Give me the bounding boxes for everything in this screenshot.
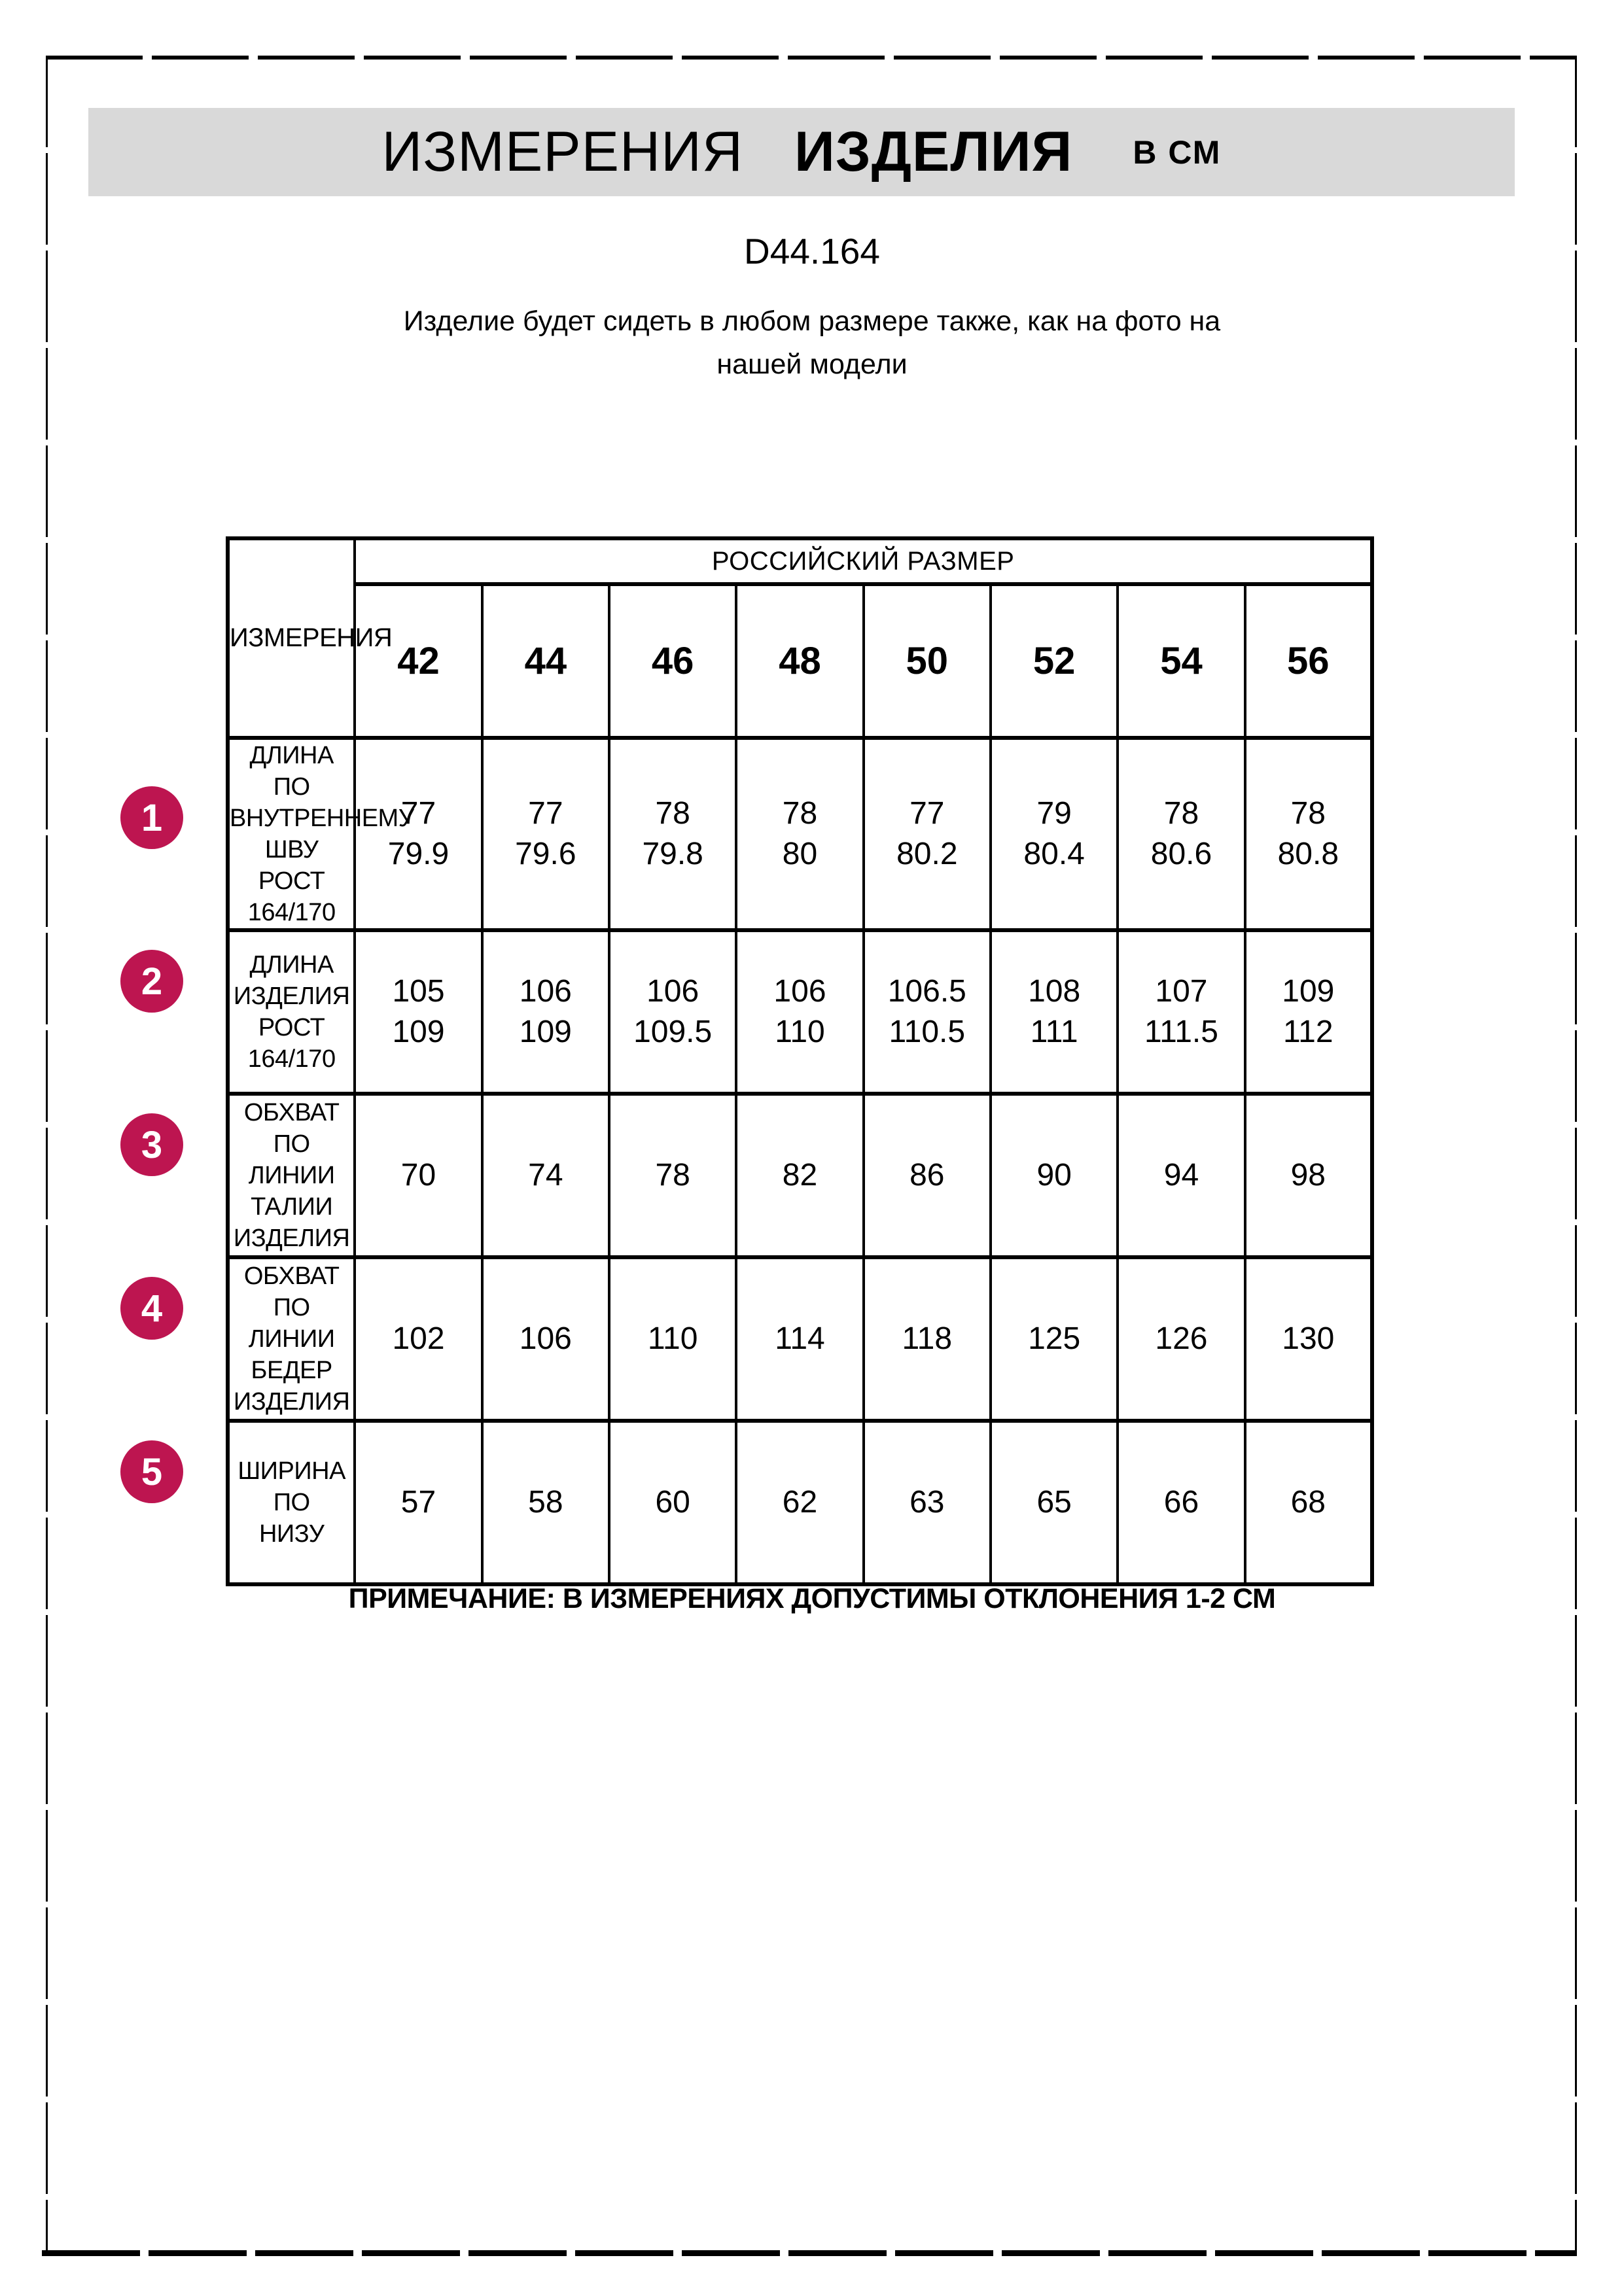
value-line: 77: [400, 796, 436, 831]
value-row2-size42: [355, 930, 482, 1094]
row-label-line: ИЗДЕЛИЯ: [233, 1388, 350, 1416]
size-col-header-44: 44: [482, 584, 609, 738]
row-label-line: ШИРИНА ПО: [238, 1457, 345, 1516]
row-label-4: [228, 1257, 355, 1421]
step-badge-3: [120, 1113, 183, 1176]
value-row1-size56: [1245, 738, 1372, 930]
value-line: 107: [1155, 974, 1208, 1009]
title-word-product: ИЗДЕЛИЯ: [794, 120, 1073, 183]
subtitle-line-1: Изделие будет сидеть в любом размере также, как на фото на: [403, 305, 1221, 337]
value-row1-size50: [864, 738, 991, 930]
size-table: [226, 536, 1374, 1586]
value-line: 63: [909, 1485, 945, 1520]
step-badge-1: [120, 786, 183, 849]
value-row5-size44: [482, 1421, 609, 1584]
value-line: 79.8: [642, 837, 703, 871]
row-label-line: 164/170: [247, 1045, 336, 1073]
value-line: 78: [1163, 796, 1199, 831]
row-label-1: [228, 738, 414, 930]
value-line: 106: [519, 1321, 572, 1356]
value-line: 108: [1028, 974, 1081, 1009]
row-label-line: ДЛИНА ПО: [249, 742, 334, 801]
value-row2-size46: [609, 930, 736, 1094]
value-line: 86: [909, 1158, 945, 1192]
subtitle-line-2: нашей модели: [716, 349, 908, 380]
value-line: 98: [1290, 1158, 1326, 1192]
value-line: 77: [909, 796, 945, 831]
row-label-line: ШВУ: [264, 836, 319, 863]
step-badge-number: 5: [141, 1450, 163, 1493]
measurement-row-5: [228, 1421, 1372, 1584]
value-line: 80.8: [1277, 837, 1339, 871]
row-label-line: РОСТ: [258, 1014, 325, 1041]
row-label-line: ВНУТРЕННЕМУ: [230, 805, 414, 832]
step-badge-number: 3: [141, 1123, 163, 1166]
value-row1-size42: [355, 738, 482, 930]
size-col-header-56: 56: [1245, 584, 1372, 738]
value-line: 112: [1283, 1015, 1333, 1049]
size-col-header-42: 42: [355, 584, 482, 738]
value-row4-size44: [482, 1257, 609, 1421]
value-line: 130: [1282, 1321, 1335, 1356]
value-line: 125: [1028, 1321, 1081, 1356]
value-line: 78: [1290, 796, 1326, 831]
value-row4-size56: [1245, 1257, 1372, 1421]
value-row3-size44: [482, 1094, 609, 1257]
title-unit-cm: В СМ: [1133, 133, 1222, 171]
subtitle: [0, 300, 1624, 386]
value-row4-size52: [991, 1257, 1118, 1421]
value-line: 79: [1036, 796, 1072, 831]
value-row2-size48: [736, 930, 863, 1094]
value-row2-size52: [991, 930, 1118, 1094]
value-row4-size48: [736, 1257, 863, 1421]
corner-cell-measurements: ИЗМЕРЕНИЯ: [228, 538, 355, 738]
value-line: 79.9: [387, 837, 450, 871]
size-col-header-46: 46: [609, 584, 736, 738]
size-col-header-50: 50: [864, 584, 991, 738]
value-row2-size56: [1245, 930, 1372, 1094]
row-label-line: НИЗУ: [258, 1520, 325, 1548]
value-line: 74: [528, 1158, 563, 1192]
value-row2-size50: [864, 930, 991, 1094]
value-line: 57: [400, 1485, 436, 1520]
value-row5-size42: [355, 1421, 482, 1584]
value-line: 79.6: [515, 837, 576, 871]
value-line: 80.2: [896, 837, 958, 871]
row-label-line: ИЗДЕЛИЯ: [233, 983, 350, 1010]
value-row2-size54: [1118, 930, 1244, 1094]
page-frame-bottom: [42, 2250, 1577, 2256]
value-row1-size46: [609, 738, 736, 930]
value-line: 109.5: [633, 1015, 713, 1049]
value-line: 102: [392, 1321, 445, 1356]
value-line: 58: [528, 1485, 563, 1520]
step-badge-4: [120, 1277, 183, 1340]
row-label-line: ДЛИНА: [249, 951, 334, 979]
value-line: 80.4: [1023, 837, 1085, 871]
value-row1-size48: [736, 738, 863, 930]
value-row5-size50: [864, 1421, 991, 1584]
value-row4-size50: [864, 1257, 991, 1421]
value-line: 106.5: [887, 974, 966, 1009]
value-line: 111: [1030, 1015, 1078, 1049]
value-line: 60: [655, 1485, 690, 1520]
row-label-line: ЛИНИИ ТАЛИИ: [248, 1162, 335, 1221]
value-line: 80: [782, 837, 818, 871]
value-row3-size52: [991, 1094, 1118, 1257]
measurement-row-4: [228, 1257, 1372, 1421]
value-line: 78: [655, 796, 690, 831]
value-line: 109: [392, 1015, 445, 1049]
row-label-line: ИЗДЕЛИЯ: [233, 1225, 350, 1252]
value-line: 114: [775, 1321, 825, 1356]
value-line: 106: [519, 974, 572, 1009]
value-line: 66: [1163, 1485, 1199, 1520]
value-line: 62: [782, 1485, 818, 1520]
value-line: 109: [519, 1015, 572, 1049]
value-line: 90: [1036, 1158, 1072, 1192]
value-row1-size44: [482, 738, 609, 930]
value-line: 70: [400, 1158, 436, 1192]
group-header-russian-size: РОССИЙСКИЙ РАЗМЕР: [355, 538, 1372, 584]
value-row3-size54: [1118, 1094, 1244, 1257]
step-badge-5: [120, 1440, 183, 1503]
title-bar: [88, 108, 1515, 196]
measurement-row-2: [228, 930, 1372, 1094]
value-line: 94: [1163, 1158, 1199, 1192]
step-badge-2: [120, 950, 183, 1013]
value-row5-size54: [1118, 1421, 1244, 1584]
value-row3-size46: [609, 1094, 736, 1257]
value-row4-size46: [609, 1257, 736, 1421]
size-table-body: [228, 538, 1372, 1584]
value-row1-size52: [991, 738, 1118, 930]
note-text: ПРИМЕЧАНИЕ: В ИЗМЕРЕНИЯХ ДОПУСТИМЫ ОТКЛОНЕНИЯ 1-2 СМ: [348, 1583, 1276, 1614]
sizes-header-row: [228, 584, 1372, 738]
group-header-row: [228, 538, 1372, 584]
value-line: 110: [775, 1015, 825, 1049]
value-row1-size54: [1118, 738, 1244, 930]
row-label-line: ЛИНИИ БЕДЕР: [248, 1325, 335, 1384]
measurement-row-1: [228, 738, 1372, 930]
value-row3-size48: [736, 1094, 863, 1257]
value-row3-size42: [355, 1094, 482, 1257]
page-frame-top: [46, 56, 1577, 60]
value-line: 118: [902, 1321, 953, 1356]
value-row5-size46: [609, 1421, 736, 1584]
size-col-header-52: 52: [991, 584, 1118, 738]
row-label-2: [228, 930, 355, 1094]
value-line: 109: [1282, 974, 1335, 1009]
value-line: 110: [647, 1321, 698, 1356]
value-line: 126: [1155, 1321, 1208, 1356]
value-line: 105: [392, 974, 445, 1009]
value-row3-size56: [1245, 1094, 1372, 1257]
row-label-line: ОБХВАТ ПО: [243, 1262, 340, 1321]
row-label-5: [228, 1421, 355, 1584]
value-line: 65: [1036, 1485, 1072, 1520]
value-row2-size44: [482, 930, 609, 1094]
step-badge-number: 1: [141, 796, 163, 839]
value-row5-size56: [1245, 1421, 1372, 1584]
value-line: 78: [782, 796, 818, 831]
row-label-line: ОБХВАТ ПО: [243, 1099, 340, 1158]
step-badge-number: 2: [141, 960, 163, 1003]
title-word-measurements: ИЗМЕРЕНИЯ: [381, 120, 744, 183]
value-row5-size48: [736, 1421, 863, 1584]
row-label-line: РОСТ 164/170: [247, 867, 336, 926]
measurement-row-3: [228, 1094, 1372, 1257]
value-line: 106: [646, 974, 699, 1009]
value-line: 110.5: [889, 1015, 966, 1049]
value-line: 78: [655, 1158, 690, 1192]
value-line: 106: [773, 974, 826, 1009]
value-row4-size42: [355, 1257, 482, 1421]
value-line: 77: [528, 796, 563, 831]
value-row4-size54: [1118, 1257, 1244, 1421]
value-line: 111.5: [1144, 1015, 1218, 1049]
value-row5-size52: [991, 1421, 1118, 1584]
size-col-header-48: 48: [736, 584, 863, 738]
value-line: 82: [782, 1158, 818, 1192]
size-col-header-54: 54: [1118, 584, 1244, 738]
value-line: 80.6: [1150, 837, 1212, 871]
step-badge-number: 4: [141, 1287, 163, 1330]
model-code: D44.164: [744, 231, 880, 271]
value-line: 68: [1290, 1485, 1326, 1520]
value-row3-size50: [864, 1094, 991, 1257]
row-label-3: [228, 1094, 355, 1257]
